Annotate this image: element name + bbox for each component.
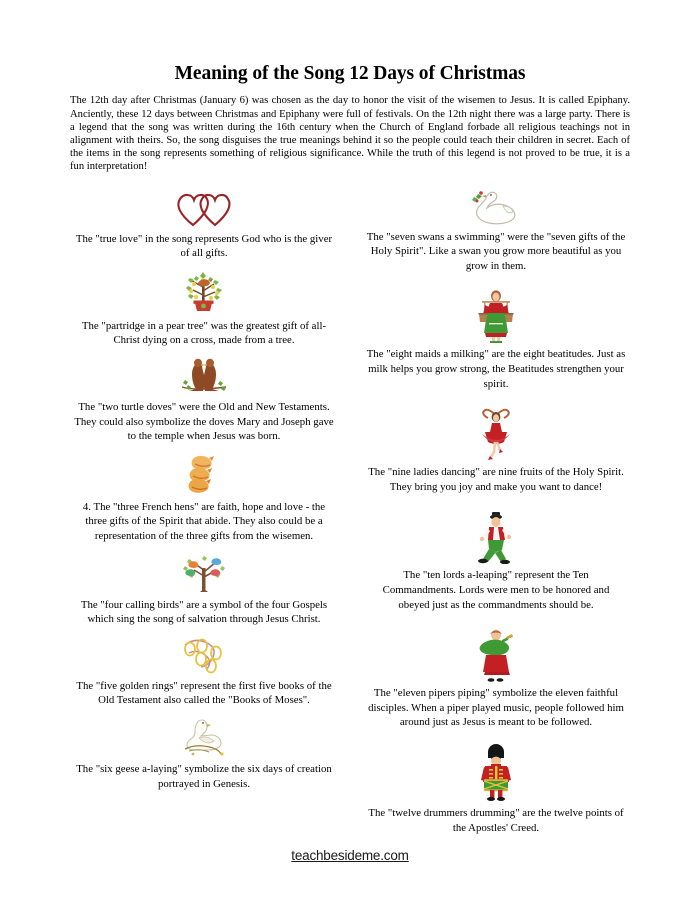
list-item-label: The "twelve drummers drumming" are the twelve points of the Apostles' Creed.: [368, 806, 624, 834]
content-columns: [70, 188, 630, 846]
left-column: [70, 188, 338, 802]
twelve-drummers-drumming-icon: [362, 744, 630, 802]
nine-ladies-dancing-icon: [362, 405, 630, 461]
four-calling-birds-icon: [70, 550, 338, 594]
footer: [0, 847, 700, 865]
right-column: [362, 188, 630, 846]
six-geese-a-laying-icon: [70, 714, 338, 758]
eleven-pipers-piping-icon: [362, 626, 630, 682]
list-item: [70, 188, 338, 261]
two-hearts-icon: [70, 188, 338, 228]
seven-swans-a-swimming-icon: [362, 188, 630, 226]
list-item-label: The "seven swans a swimming" were the "seven gifts of the Holy Spirit". Like a swan you grow more beautiful as you grow in them.: [366, 230, 626, 272]
page-title: Meaning of the Song 12 Days of Christmas: [174, 63, 526, 84]
two-turtle-doves-icon: [70, 354, 338, 396]
list-item-label: The "two turtle doves" were the Old and New Testaments. They could also symbolize the doves Mary and Joseph gave to the temple when Jesus was born.: [74, 400, 334, 443]
list-item: [70, 550, 338, 627]
list-item-label: The "nine ladies dancing" are nine fruits of the Holy Spirit. They bring you joy and make you want to dance!: [368, 466, 624, 493]
list-item-label: The "five golden rings" represent the first five books of the Old Testament also called the "Books of Moses".: [76, 679, 332, 707]
list-item: [362, 188, 630, 274]
ten-lords-a-leaping-icon: [362, 508, 630, 564]
list-item: [362, 405, 630, 494]
list-item: [70, 267, 338, 348]
list-item: [362, 287, 630, 391]
list-item: [362, 626, 630, 730]
three-french-hens-icon: [70, 450, 338, 496]
list-item: [70, 714, 338, 791]
website-link[interactable]: teachbesideme.com: [291, 848, 409, 863]
list-item-label: The "eleven pipers piping" symbolize the eleven faithful disciples. When a piper played music, people followed him around just as Jesus is meant to be followed.: [368, 687, 624, 729]
list-item-label: 4. The "three French hens" are faith, hope and love - the three gifts of the Spirit that abide. They also could be a representation of the three gifts from the wisemen.: [82, 500, 326, 542]
list-item: [70, 354, 338, 444]
list-item: [362, 508, 630, 612]
list-item-label: The "partridge in a pear tree" was the greatest gift of all- Christ dying on a cross, made from a tree.: [81, 319, 327, 347]
five-golden-rings-icon: [70, 633, 338, 675]
partridge-in-pear-tree-icon: [70, 267, 338, 315]
list-item: [70, 633, 338, 708]
list-item-label: The "four calling birds" are a symbol of the four Gospels which sing the song of salvation through Jesus Christ.: [80, 598, 328, 626]
list-item-label: The "ten lords a-leaping" represent the Ten Commandments. Lords were men to be honored and obeyed just as the commandments should be.: [382, 569, 610, 611]
list-item-label: The "eight maids a milking" are the eight beatitudes. Just as milk helps you grow strong, the Beatitudes strengthen your spirit.: [366, 348, 626, 390]
eight-maids-a-milking-icon: [362, 287, 630, 343]
list-item-label: The "six geese a-laying" symbolize the six days of creation portrayed in Genesis.: [76, 762, 332, 790]
list-item: [362, 744, 630, 835]
list-item-label: The "true love" in the song represents God who is the giver of all gifts.: [75, 232, 333, 260]
intro-paragraph: The 12th day after Christmas (January 6) was chosen as the day to honor the visit of the wisemen to Jesus. It is called Epiphany. Anciently, these 12 days between Christmas and Epiphany were full of festivals. On the 12th night there was a large party. There is a legend that the song was written during the 16th century when the Church of England forbade all religious teachings not in alignment with theirs. So, the song disguises the true meanings behind it so the people could teach their children in secret. Each of the items in the song represents something of religious significance. While the truth of this legend is not proved to be true, it is a fun interpretation!: [70, 95, 630, 173]
list-item: [70, 450, 338, 544]
